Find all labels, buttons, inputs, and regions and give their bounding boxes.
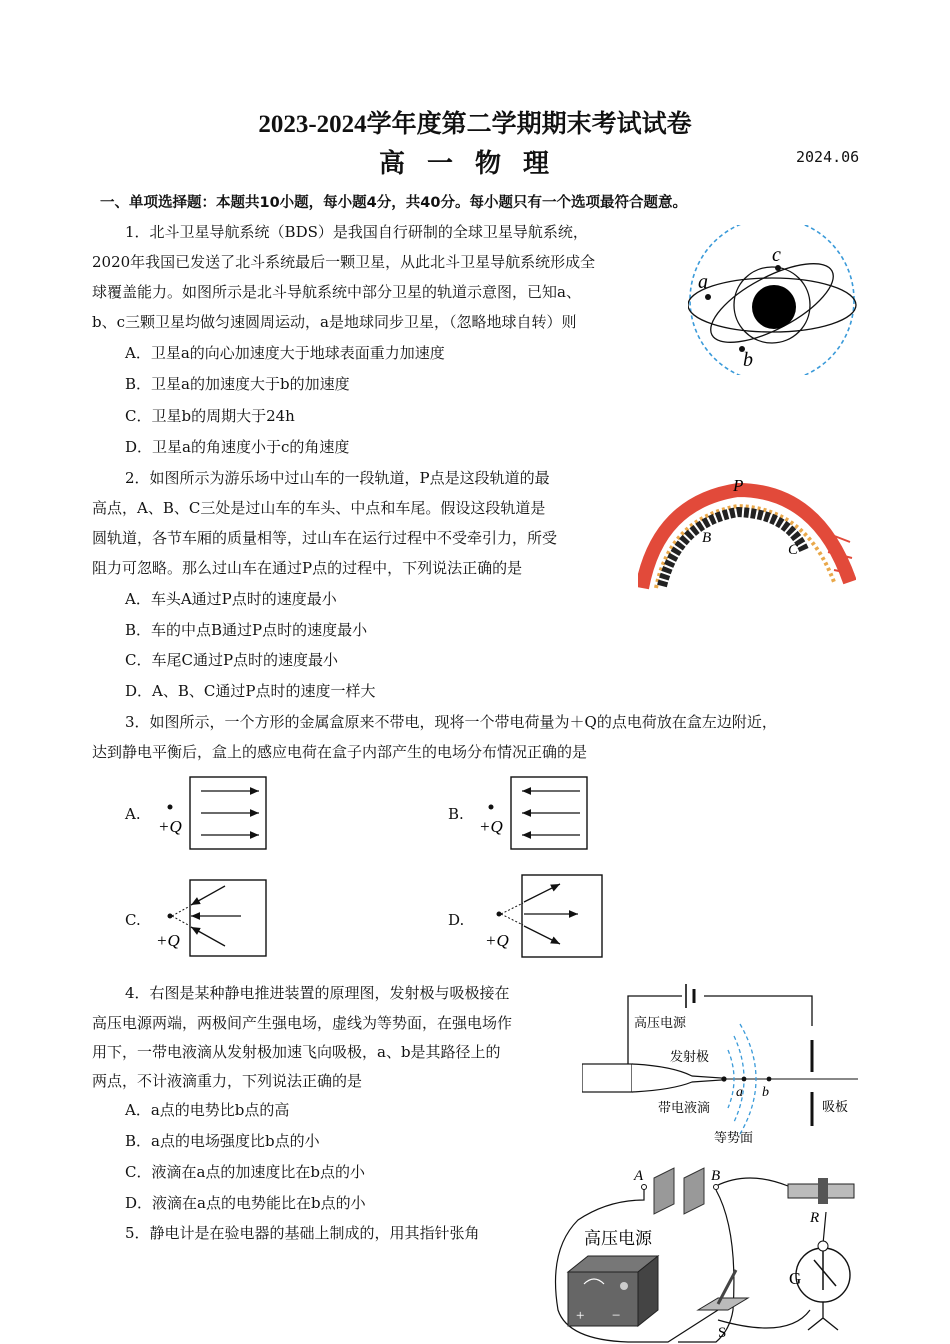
satellite-orbit-diagram	[688, 225, 858, 375]
charged-drop	[721, 1076, 726, 1081]
q4-line-1: 4．右图是某种静电推进装置的原理图，发射极与吸极接在	[125, 984, 510, 1002]
q2-option-b: B．车的中点B通过P点时的速度最小	[125, 621, 368, 639]
source-knob	[620, 1282, 628, 1290]
terminal-b	[714, 1185, 719, 1190]
circuit-wire	[628, 996, 812, 1064]
q4-line-3: 用下，一带电液滴从发射极加速飞向吸极，a、b是其路径上的	[92, 1043, 501, 1061]
satellite-a	[705, 294, 711, 300]
q2-line-2: 高点，A、B、C三处是过山车的车头、中点和车尾。假设这段轨道是	[92, 499, 546, 517]
q1-line-3: 球覆盖能力。如图所示是北斗导航系统中部分卫星的轨道示意图，已知a、	[92, 283, 581, 301]
terminal-a	[642, 1185, 647, 1190]
charge-label: +Q	[479, 817, 503, 836]
q4-option-b: B．a点的电场强度比b点的小	[125, 1132, 320, 1150]
label-b: b	[762, 1085, 769, 1100]
q3-option-d-figure	[484, 872, 609, 960]
q2-line-3: 圆轨道，各节车厢的质量相等，过山车在运行过程中不受牵引力，所受	[92, 529, 558, 547]
q2-option-c: C．车尾C通过P点时的速度最小	[125, 651, 339, 669]
extension-line	[501, 903, 523, 914]
q1-option-a: A．卫星a的向心加速度大于地球表面重力加速度	[125, 344, 445, 362]
rheostat-slider	[818, 1178, 828, 1204]
label-c: c	[772, 244, 781, 266]
q4-line-2: 高压电源两端，两极间产生强电场，虚线为等势面，在强电场作	[92, 1014, 513, 1032]
wire-g-s	[718, 1310, 810, 1328]
emitter-body	[582, 1064, 632, 1092]
label-power: 高压电源	[634, 1015, 687, 1030]
electrometer-circuit-figure	[548, 1160, 868, 1344]
q2-option-a: A．车头A通过P点时的速度最小	[125, 590, 337, 608]
q3-option-c-label: C.	[125, 911, 141, 929]
electrostatic-thruster-diagram	[582, 980, 862, 1148]
point-charge	[489, 805, 494, 810]
label-R: R	[810, 1210, 820, 1226]
label-a: a	[698, 271, 708, 293]
earth	[752, 285, 796, 329]
switch-base	[698, 1298, 748, 1310]
label-a: A	[680, 572, 690, 588]
point-a	[742, 1077, 747, 1082]
q4-option-c: C．液滴在a点的加速度比在b点的小	[125, 1163, 366, 1181]
electrometer-stand	[808, 1302, 838, 1330]
label-p: P	[733, 476, 744, 495]
label-A: A	[634, 1168, 644, 1184]
extension-line	[501, 914, 523, 925]
q3-option-d-label: D.	[448, 911, 465, 929]
point-charge	[497, 912, 502, 917]
label-hv-source: 高压电源	[584, 1229, 652, 1248]
capacitor-plate-a	[654, 1168, 674, 1214]
label-S: S	[718, 1325, 727, 1341]
extension-line	[172, 916, 190, 926]
electrometer-ball	[818, 1241, 828, 1251]
q3-option-b-label: B.	[448, 805, 464, 823]
field-line	[191, 886, 225, 905]
label-c: C	[788, 542, 799, 558]
point-charge	[168, 805, 173, 810]
q1-line-2: 2020年我国已发送了北斗系统最后一颗卫星，从此北斗卫星导航系统形成全	[92, 253, 596, 271]
charge-label: +Q	[485, 931, 509, 950]
section-heading: 一、单项选择题：本题共10小题，每小题4分，共40分。每小题只有一个选项最符合题意。	[100, 195, 687, 211]
extension-line	[172, 906, 190, 916]
q1-option-c: C．卫星b的周期大于24h	[125, 407, 295, 425]
q1-option-d: D．卫星a的角速度小于c的角速度	[125, 438, 350, 456]
label-G: G	[789, 1269, 802, 1288]
label-b: b	[743, 349, 753, 371]
q3-option-b-figure	[476, 775, 591, 853]
label-B: B	[711, 1168, 721, 1184]
roller-coaster-figure	[638, 472, 856, 590]
label-droplet: 带电液滴	[658, 1100, 711, 1115]
q2-option-d: D．A、B、C通过P点时的速度一样大	[125, 682, 376, 700]
q4-option-d: D．液滴在a点的电势能比在b点的小	[125, 1194, 366, 1212]
point-charge	[168, 914, 173, 919]
label-plus: +	[576, 1308, 585, 1324]
metal-box	[522, 875, 602, 957]
q4-line-4: 两点，不计液滴重力，下列说法正确的是	[92, 1072, 363, 1090]
q4-option-a: A．a点的电势比b点的高	[125, 1101, 290, 1119]
q1-option-b: B．卫星a的加速度大于b的加速度	[125, 375, 350, 393]
q5-line-1: 5．静电计是在验电器的基础上制成的，用其指针张角	[125, 1224, 480, 1242]
q3-line-1: 3．如图所示，一个方形的金属盒原来不带电，现将一个带电荷量为＋Q的点电荷放在盒左边附近，	[125, 713, 777, 731]
emitter-nozzle	[632, 1064, 722, 1092]
q3-option-a-figure	[155, 775, 270, 853]
exam-title: 2023-2024学年度第二学期期末考试试卷	[258, 111, 692, 138]
label-emitter: 发射极	[670, 1049, 710, 1064]
label-a: a	[736, 1085, 743, 1100]
label-minus: −	[612, 1308, 621, 1324]
q2-line-4: 阻力可忽略。那么过山车在通过P点的过程中，下列说法正确的是	[92, 559, 523, 577]
q1-line-1: 1．北斗卫星导航系统（BDS）是我国自行研制的全球卫星导航系统，	[125, 223, 588, 241]
q3-option-c-figure	[155, 878, 270, 960]
charge-label: +Q	[158, 817, 182, 836]
label-b: B	[702, 530, 712, 546]
wire-r-g	[823, 1212, 826, 1244]
q2-line-1: 2．如图所示为游乐场中过山车的一段轨道，P点是这段轨道的最	[125, 469, 550, 487]
q3-line-2: 达到静电平衡后，盒上的感应电荷在盒子内部产生的电场分布情况正确的是	[92, 743, 588, 761]
metal-box	[190, 880, 266, 956]
label-collector: 吸板	[822, 1099, 849, 1114]
capacitor-plate-b	[684, 1168, 704, 1214]
exam-subject: 高一物理	[378, 149, 571, 179]
field-line	[191, 927, 225, 946]
q3-option-a-label: A.	[125, 805, 141, 823]
field-line	[524, 926, 560, 944]
field-line	[524, 884, 560, 902]
label-equipotential: 等势面	[714, 1130, 754, 1145]
exam-date: 2024.06	[796, 148, 860, 166]
point-b	[767, 1077, 772, 1082]
q1-line-4: b、c三颗卫星均做匀速圆周运动，a是地球同步卫星，（忽略地球自转）则	[92, 313, 577, 331]
charge-label: +Q	[156, 931, 180, 950]
